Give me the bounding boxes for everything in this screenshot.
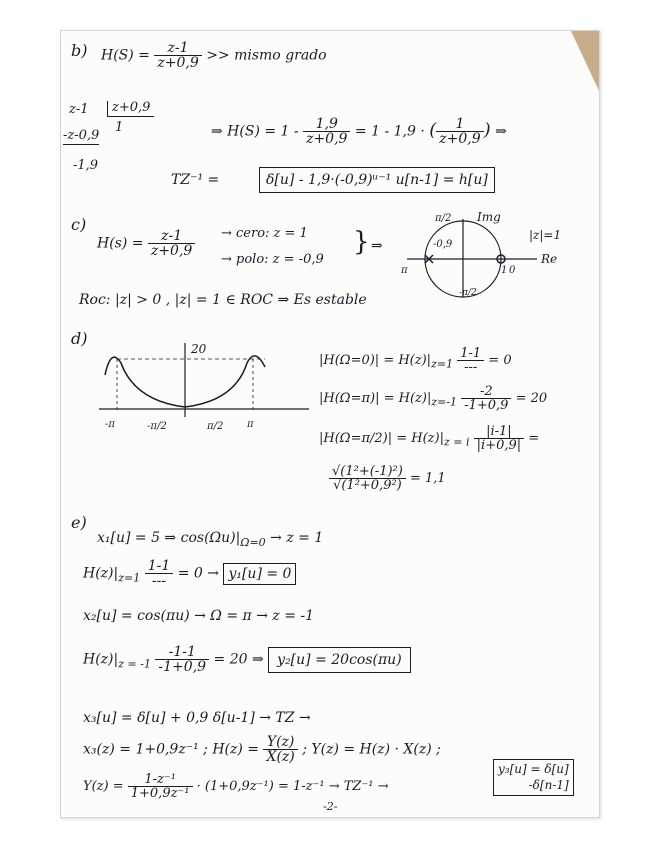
hs-denominator-c: z+0,9 [150, 243, 193, 259]
sqrt-den: √(1²+0,9²) [333, 478, 402, 493]
inverse-z-transform-label: TZ⁻¹ = [171, 172, 220, 188]
division-remainder: -1,9 [73, 158, 99, 173]
section-d-label: d) [71, 329, 88, 348]
eval-pihalf-result: = [528, 431, 540, 446]
x1-text: x₁[u] = 5 ⇒ cos(Ωu)| [97, 530, 241, 546]
division-divisor: z+0,9 [107, 101, 154, 117]
y2-result-box: y₂[u] = 20cos(πu) [268, 647, 411, 673]
eval-pi-den: -1+0,9 [464, 398, 509, 413]
hs-numerator: z-1 [154, 41, 201, 56]
sqrt-fraction [329, 465, 406, 492]
input-x2: x₂[u] = cos(πu) → Ω = π → z = -1 [83, 608, 315, 624]
yz-middle: · (1+0,9z⁻¹) = 1-z⁻¹ → TZ⁻¹ → [196, 779, 389, 794]
tick-minus-pi: -π [105, 419, 115, 430]
expansion-denominator: z+0,9 [306, 131, 348, 147]
hs-fraction [154, 41, 201, 70]
unit-circle-label: |z|=1 [529, 228, 562, 242]
hs-numerator-c: z-1 [148, 229, 195, 244]
pi-label: π [401, 265, 408, 276]
hs-expansion: ⇒ H(S) = 1 - $\frac{1,9}{z+0,9}$ = 1 - 1,9 · ( $\frac{1}{z+0,9}$ ) ⇒ [211, 116, 507, 147]
division-quotient: 1 [115, 120, 124, 135]
h1-text: H(z)| [83, 565, 119, 582]
pi-half-label: π/2 [435, 213, 452, 224]
expansion-denominator-2: z+0,9 [439, 131, 481, 147]
impulse-response-result: δ[u] - 1,9·(-0,9)ᵘ⁻¹ u[n-1] = h[u] [259, 167, 495, 193]
eval-0-num: 1-1 [457, 347, 484, 361]
h1-fraction [145, 559, 174, 588]
expansion-prefix: ⇒ H(S) = 1 - [211, 123, 299, 140]
eval-pihalf-sub: z = i [443, 435, 470, 449]
pole-zero-plot [397, 209, 587, 299]
minus-pi-half-label: -π/2 [459, 288, 477, 298]
eval-0-den: --- [464, 360, 478, 375]
eval-0-left: |H(Ω=0)| = H(z)| [319, 353, 432, 368]
expansion-arrow: ⇒ [495, 123, 507, 140]
input-x1 [97, 531, 323, 548]
yz-fraction [128, 773, 193, 800]
eval-omega-pi-half [319, 425, 539, 452]
roc-statement: Roc: |z| > 0 , |z| = 1 ∈ ROC ⇒ Es estable [79, 292, 367, 308]
y1-result-box: y₁[u] = 0 [223, 563, 296, 585]
tick-pi-half: π/2 [207, 421, 224, 432]
one-label: 1 [501, 265, 508, 276]
eval-pihalf-den: |i+0,9| [476, 438, 522, 453]
section-b-label: b) [71, 41, 88, 60]
yz-num: 1-z⁻¹ [128, 773, 193, 787]
yz-text: Y(z) = [83, 779, 124, 794]
eval-omega-0 [319, 347, 512, 374]
y3-result-box [493, 759, 574, 796]
x3z-end: ; Y(z) = H(z) · X(z) ; [302, 741, 441, 758]
h2-result: = 20 ⇒ [213, 651, 264, 668]
hs-label: H(S) = [101, 47, 150, 64]
h2-den: -1+0,9 [158, 659, 207, 675]
y3-line-1: y₃[u] = δ[u] [498, 762, 569, 776]
x3z-den: X(z) [266, 749, 295, 765]
img-axis-label: Img [477, 210, 501, 224]
input-x3: x₃[u] = δ[u] + 0,9 δ[u-1] → TZ → [83, 710, 311, 726]
eval-0-sub: z=1 [431, 357, 454, 371]
x1-end: → z = 1 [270, 530, 324, 546]
section-c-transfer-function [97, 229, 195, 258]
yz-den: 1+0,9z⁻¹ [130, 786, 190, 801]
h1-sub: z=1 [118, 571, 141, 585]
scribble-note: -2- [323, 800, 338, 813]
eval-pihalf-num: |i-1| [474, 425, 524, 439]
eval-pihalf-fraction [474, 425, 524, 452]
expansion-fraction [303, 117, 350, 146]
h1-num: 1-1 [145, 559, 174, 574]
zero-location: → cero: z = 1 [221, 226, 308, 241]
brace: } [353, 227, 370, 257]
x3z-text: x₃(z) = 1+0,9z⁻¹ ; H(z) = [83, 741, 260, 758]
section-c-label: c) [71, 215, 87, 234]
y3-line-2: -δ[n-1] [528, 777, 569, 792]
expansion-middle: = 1 - 1,9 · [354, 123, 425, 140]
h2-text: H(z)| [83, 651, 119, 668]
re-axis-label: Re [541, 252, 558, 266]
eval-pi-fraction [461, 385, 511, 412]
same-degree-comment: >> mismo grado [206, 47, 327, 64]
division-subtraction: -z-0,9 [63, 128, 100, 143]
sqrt-result: = 1,1 [409, 471, 446, 486]
eval-0-fraction [457, 347, 484, 374]
h1-result: = 0 → [177, 565, 219, 582]
eval-pi-sub: z=-1 [431, 395, 458, 409]
eval-pihalf-left: |H(Ω=π/2)| = H(z)| [319, 431, 444, 446]
tick-pi: π [247, 419, 254, 430]
hs-denominator: z+0,9 [157, 55, 199, 71]
x3z-fraction [263, 735, 297, 764]
yz-derivation [83, 773, 389, 800]
eval-omega-pi [319, 385, 547, 412]
h2-num: -1-1 [155, 645, 209, 660]
output-y2-calc [83, 645, 411, 674]
eval-pi-result: = 20 [515, 391, 548, 406]
h2-sub: z = -1 [118, 657, 151, 671]
sqrt-num: √(1²+(-1)²) [329, 465, 406, 479]
eval-0-result: = 0 [488, 353, 512, 368]
hs-fraction-c [148, 229, 195, 258]
folded-corner [571, 31, 599, 91]
section-b-transfer-function [101, 41, 327, 70]
x3-z-transform [83, 735, 441, 764]
peak-label: 20 [191, 342, 207, 356]
output-y1-calc [83, 559, 296, 588]
zero-angle-label: 0 [509, 265, 516, 276]
pole-location: → polo: z = -0,9 [221, 252, 324, 267]
hs-label-c: H(s) = [97, 235, 144, 252]
h1-den: --- [151, 573, 167, 589]
expansion-fraction-2 [436, 117, 483, 146]
eval-pi-num: -2 [461, 385, 511, 399]
h2-fraction [155, 645, 209, 674]
notebook-page [60, 30, 600, 818]
expansion-numerator-2: 1 [436, 117, 483, 132]
x1-sub: Ω=0 [240, 535, 266, 549]
tick-minus-pi-half: -π/2 [147, 421, 167, 432]
expansion-numerator: 1,9 [303, 117, 350, 132]
division-dividend: z-1 [69, 102, 89, 117]
eval-sqrt-ratio [329, 465, 446, 492]
x3z-num: Y(z) [263, 735, 297, 750]
eval-pi-left: |H(Ω=π)| = H(z)| [319, 391, 432, 406]
pole-value-label: -0,9 [433, 239, 453, 250]
magnitude-response-plot [95, 337, 315, 437]
implies-arrow: ⇒ [371, 238, 383, 254]
section-e-label: e) [71, 513, 87, 532]
